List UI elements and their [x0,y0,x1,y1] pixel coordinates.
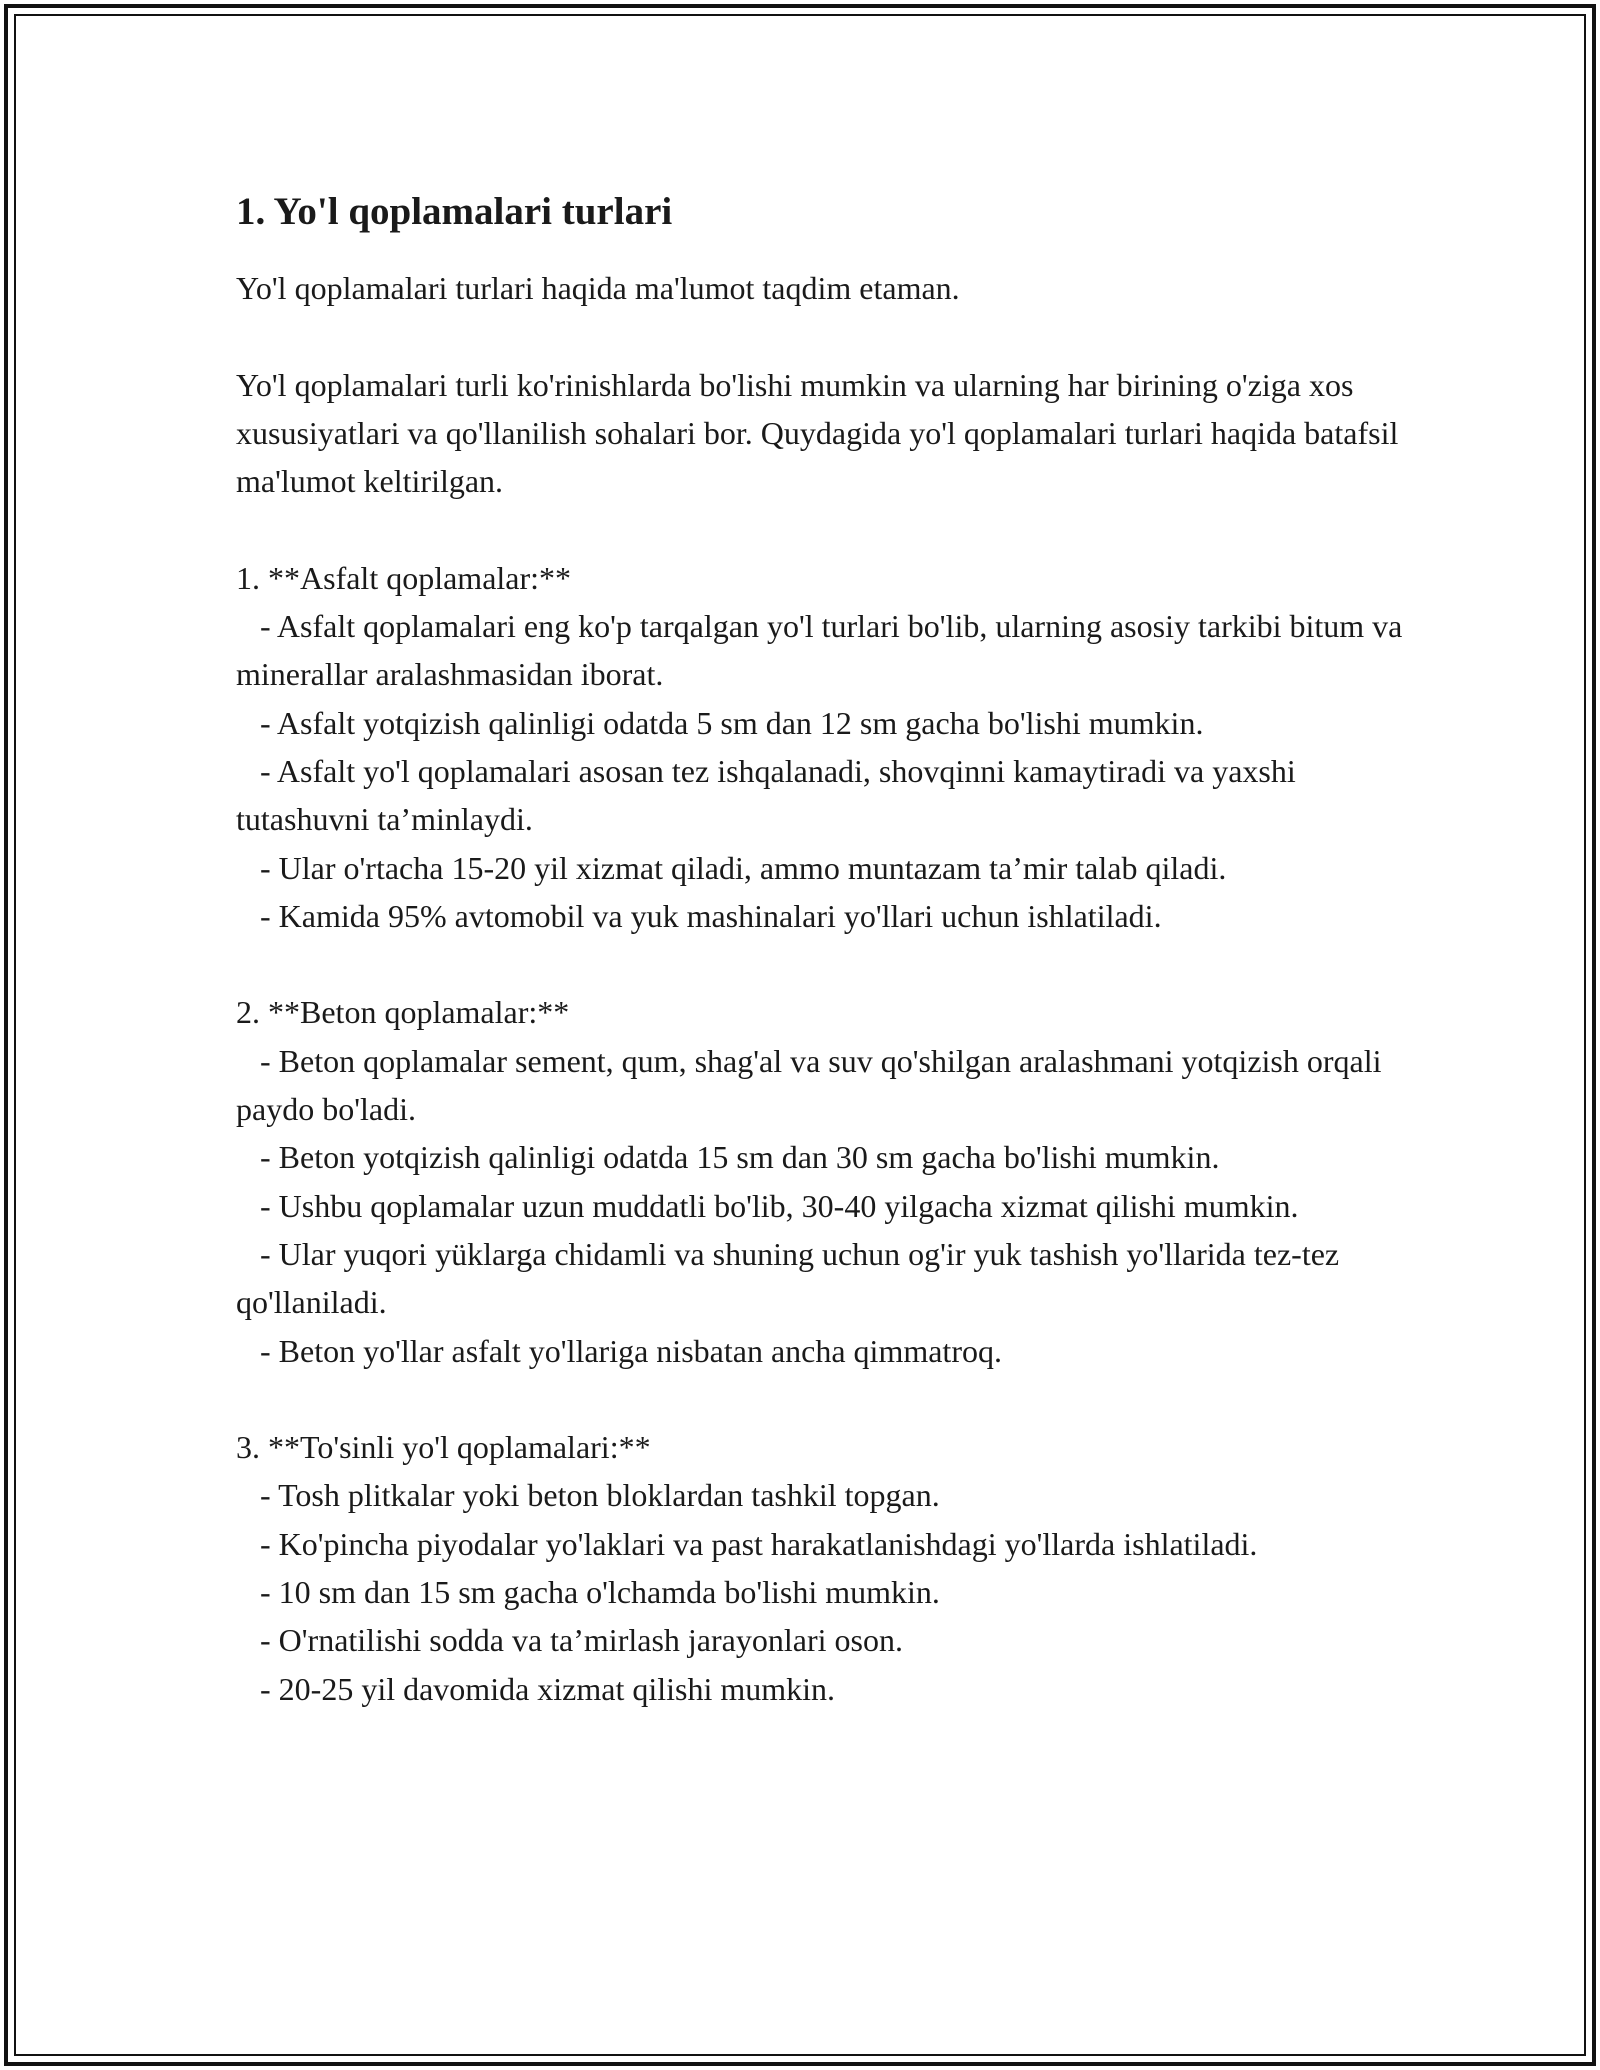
list-item: - Kamida 95% avtomobil va yuk mashinalari yo'llari uchun ishlatiladi. [236,897,1162,934]
list-item: - Asfalt yo'l qoplamalari asosan tez ishqalanadi, shovqinni kamaytiradi va yaxshi tutashuvni ta’minlaydi. [236,752,1304,838]
section-heading: 1. **Asfalt qoplamalar:** [236,559,572,596]
section-asphalt [236,554,1416,940]
list-item: - Asfalt yotqizish qalinligi odatda 5 sm dan 12 sm gacha bo'lishi mumkin. [236,704,1204,741]
section-paving [236,1423,1416,1713]
list-item: - Ular yuqori yüklarga chidamli va shuning uchun og'ir yuk tashish yo'llarida tez-tez qo'llaniladi. [236,1235,1348,1321]
list-item: - Tosh plitkalar yoki beton bloklardan tashkil topgan. [236,1477,940,1514]
document-title: 1. Yo'l qoplamalari turlari [236,190,673,233]
spacer [236,312,1416,360]
list-item: - Asfalt qoplamalari eng ko'p tarqalgan yo'l turlari bo'lib, ularning asosiy tarkibi bitum va minerallar aralashmasidan iborat. [236,608,1411,693]
list-item: - O'rnatilishi sodda va ta’mirlash jarayonlari oson. [236,1622,903,1659]
list-item: - Ushbu qoplamalar uzun muddatli bo'lib, 30-40 yilgacha xizmat qilishi mumkin. [236,1187,1299,1224]
overview-paragraph: Yo'l qoplamalari turli ko'rinishlarda bo'lishi mumkin va ularning har birining o'ziga xos xususiyatlari va qo'llanilish sohalari bor. Quydagida yo'l qoplamalari turlari haqida batafsil ma'lumot keltirilgan. [236,366,1399,500]
document-body [236,186,1416,1713]
list-item: - Ko'pincha piyodalar yo'laklari va past harakatlanishdagi yo'llarda ishlatiladi. [236,1525,1258,1562]
spacer [236,1375,1416,1423]
intro-paragraph: Yo'l qoplamalari turlari haqida ma'lumot taqdim etaman. [236,270,960,306]
spacer [236,505,1416,553]
list-item: - Ular o'rtacha 15-20 yil xizmat qiladi, ammo muntazam ta’mir talab qiladi. [236,849,1227,886]
section-heading: 2. **Beton qoplamalar:** [236,994,570,1031]
list-item: - Beton yo'llar asfalt yo'llariga nisbatan ancha qimmatroq. [236,1332,1002,1369]
list-item: - 10 sm dan 15 sm gacha o'lchamda bo'lishi mumkin. [236,1574,940,1611]
list-item: - 20-25 yil davomida xizmat qilishi mumkin. [236,1670,836,1707]
list-item: - Beton yotqizish qalinligi odatda 15 sm dan 30 sm gacha bo'lishi mumkin. [236,1139,1220,1176]
spacer [236,940,1416,988]
section-heading: 3. **To'sinli yo'l qoplamalari:** [236,1429,651,1466]
section-concrete [236,988,1416,1374]
list-item: - Beton qoplamalar sement, qum, shag'al va suv qo'shilgan aralashmani yotqizish orqali paydo bo'ladi. [236,1042,1390,1128]
